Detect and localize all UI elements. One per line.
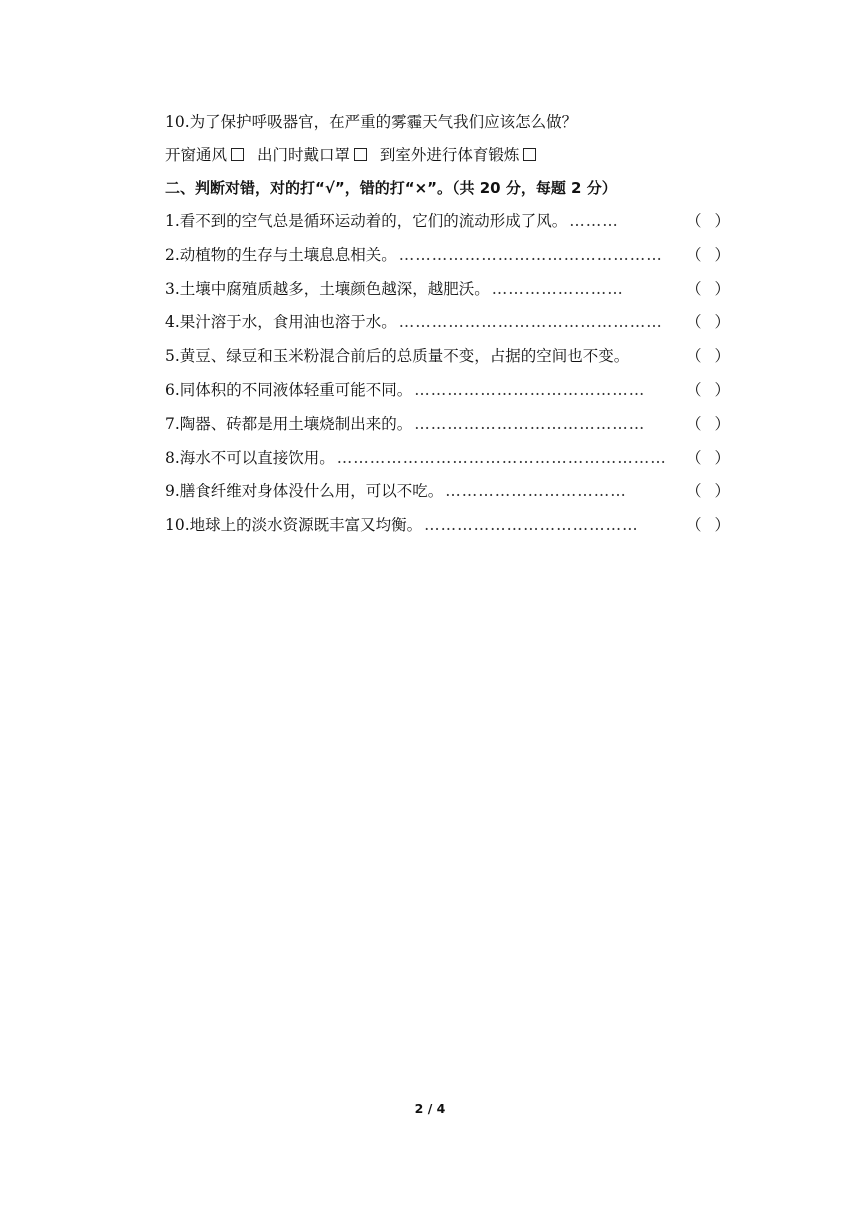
paren-open: （	[686, 482, 702, 501]
paren-close: ）	[714, 245, 730, 264]
answer-blank[interactable]	[686, 480, 730, 502]
paren-close: ）	[714, 482, 730, 501]
paren-open: （	[686, 448, 702, 467]
true-false-item	[165, 379, 730, 401]
item-statement: 10.地球上的淡水资源既丰富又均衡。	[165, 516, 423, 535]
item-statement: 2.动植物的生存与土壤息息相关。	[165, 245, 397, 264]
item-statement: 3.土壤中腐殖质越多，土壤颜色越深，越肥沃。	[165, 279, 490, 298]
option-label: 到室外进行体育锻炼	[379, 146, 520, 164]
item-statement: 8.海水不可以直接饮用。	[165, 448, 335, 467]
true-false-item	[165, 345, 730, 367]
option-label: 出门时戴口罩	[256, 146, 350, 164]
leader-dots: …………………………………	[424, 516, 639, 535]
paren-close: ）	[714, 212, 730, 230]
leader-dots: ………	[569, 212, 619, 230]
true-false-item	[165, 210, 730, 232]
paren-close: ）	[714, 414, 730, 433]
paren-open: （	[686, 212, 702, 230]
paren-open: （	[686, 313, 702, 332]
paren-close: ）	[714, 313, 730, 332]
checkbox-icon[interactable]	[523, 148, 536, 161]
paren-open: （	[686, 516, 702, 535]
checkbox-icon[interactable]	[354, 148, 367, 161]
answer-blank[interactable]	[686, 514, 730, 536]
answer-blank[interactable]	[686, 413, 730, 435]
item-statement: 9.膳食纤维对身体没什么用，可以不吃。	[165, 482, 444, 501]
true-false-item	[165, 514, 730, 536]
answer-blank[interactable]	[686, 244, 730, 266]
leader-dots: ……………………………	[445, 482, 627, 501]
true-false-item	[165, 447, 730, 469]
leader-dots: …………………………………………	[398, 313, 663, 332]
leader-dots: ……………………	[491, 279, 624, 298]
paren-close: ）	[714, 381, 730, 399]
question-10-prompt: 10.为了保护呼吸器官，在严重的雾霾天气我们应该怎么做？	[165, 113, 578, 131]
answer-blank[interactable]	[686, 311, 730, 333]
paren-close: ）	[714, 279, 730, 298]
section-heading: 二、判断对错，对的打“√”，错的打“×”。（共 20 分，每题 2 分）	[165, 179, 617, 197]
answer-blank[interactable]	[686, 345, 730, 367]
question-10-options	[165, 144, 730, 166]
true-false-item	[165, 311, 730, 333]
paren-open: （	[686, 279, 702, 298]
paren-open: （	[686, 347, 702, 366]
true-false-item	[165, 244, 730, 266]
leader-dots: …………………………………………	[398, 245, 663, 264]
answer-blank[interactable]	[686, 278, 730, 300]
true-false-item	[165, 480, 730, 502]
paren-open: （	[686, 245, 702, 264]
paren-close: ）	[714, 516, 730, 535]
leader-dots: ……………………………………	[414, 414, 646, 433]
item-statement: 7.陶器、砖都是用土壤烧制出来的。	[165, 414, 413, 433]
item-statement: 4.果汁溶于水，食用油也溶于水。	[165, 313, 397, 332]
leader-dots: ……………………………………………………	[336, 448, 667, 467]
answer-blank[interactable]	[686, 210, 730, 232]
paren-open: （	[686, 381, 702, 399]
page-number: 2 / 4	[414, 1101, 446, 1116]
answer-blank[interactable]	[686, 379, 730, 401]
true-false-item	[165, 278, 730, 300]
item-statement: 6.同体积的不同液体轻重可能不同。	[165, 381, 413, 399]
checkbox-icon[interactable]	[231, 148, 244, 161]
paren-open: （	[686, 414, 702, 433]
paren-close: ）	[714, 347, 730, 366]
item-statement: 5.黄豆、绿豆和玉米粉混合前后的总质量不变，占据的空间也不变。	[165, 347, 630, 366]
leader-dots: ……………………………………	[414, 381, 646, 399]
answer-blank[interactable]	[686, 447, 730, 469]
paren-close: ）	[714, 448, 730, 467]
item-statement: 1.看不到的空气总是循环运动着的，它们的流动形成了风。	[165, 212, 568, 230]
option-label: 开窗通风	[165, 146, 228, 164]
true-false-item	[165, 413, 730, 435]
